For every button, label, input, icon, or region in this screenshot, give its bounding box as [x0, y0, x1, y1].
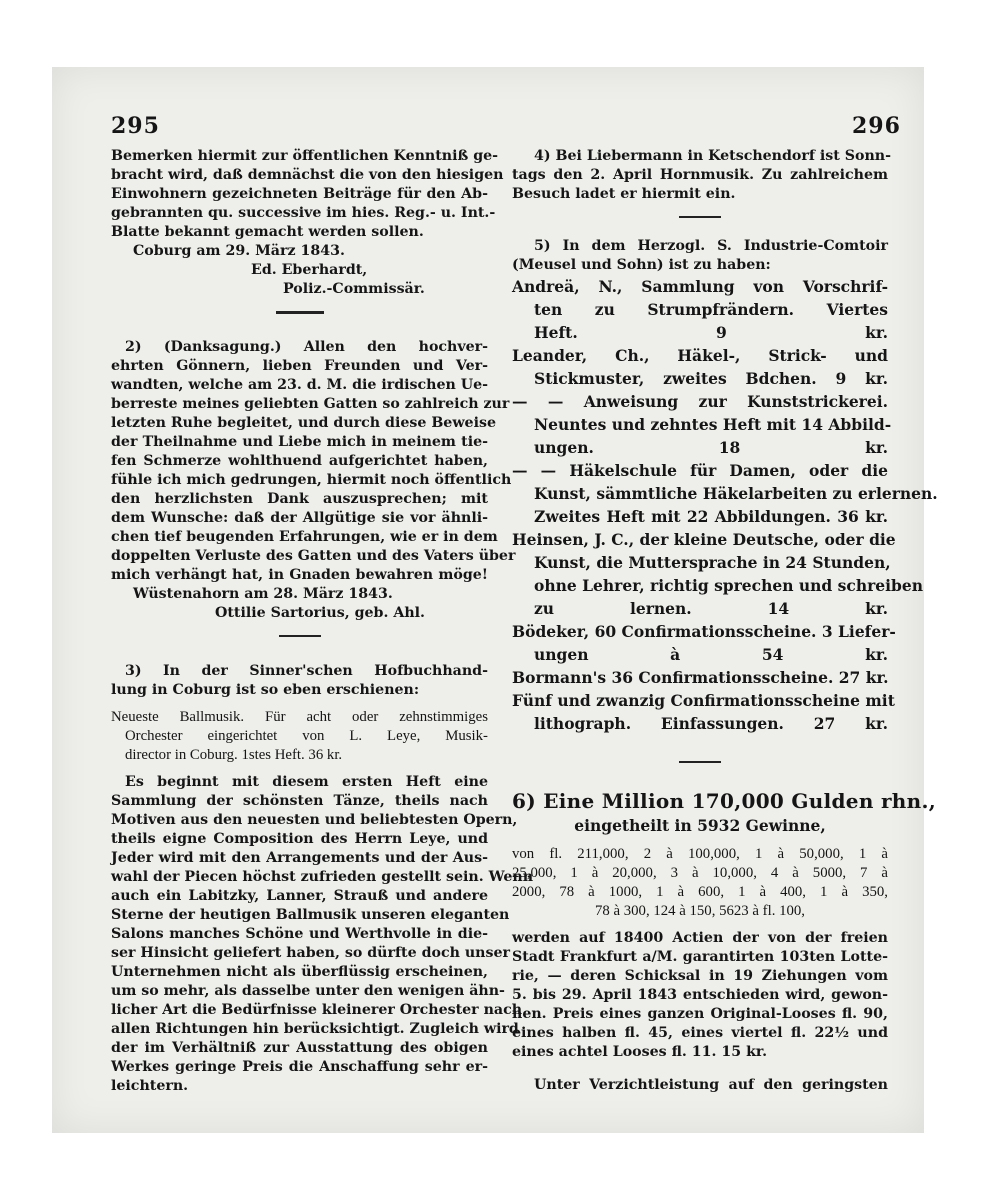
text-line: 2) (Danksagung.) Allen den hochver- — [125, 339, 488, 355]
book-list-line: Leander, Ch., Häkel-, Strick- und — [512, 346, 888, 365]
notice-date: Coburg am 29. März 1843. — [133, 243, 345, 259]
text-line: Es beginnt mit diesem ersten Heft eine — [125, 774, 488, 790]
text-line: Unter Verzichtleistung auf den geringsten — [534, 1077, 888, 1093]
spacer — [111, 648, 488, 662]
text-line: licher Art die Bedürfnisse kleinerer Orchester nach — [111, 1002, 523, 1018]
notice-date: Wüstenahorn am 28. März 1843. — [133, 586, 393, 602]
text-line: Sammlung der schönsten Tänze, theils nach — [111, 793, 488, 809]
text-line: ser Hinsicht geliefert haben, so dürfte doch unser — [111, 945, 510, 961]
notice-signer: Ottilie Sartorius, geb. Ahl. — [215, 605, 425, 621]
book-title-line: Neueste Ballmusik. Für acht oder zehnstimmiges — [111, 709, 488, 725]
text-line: Besuch ladet er hiermit ein. — [512, 186, 736, 202]
text-line: berreste meines geliebten Gatten so zahlreich zur — [111, 396, 510, 412]
notice-3 — [111, 662, 534, 1096]
notice-5 — [512, 237, 938, 735]
section-divider — [111, 299, 488, 324]
text-line: leichtern. — [111, 1078, 189, 1094]
book-list-line: ungen à 54 kr. — [534, 645, 888, 664]
book-list-line: ungen. 18 kr. — [534, 438, 888, 457]
lottery-subheadline: eingetheilt in 5932 Gewinne, — [574, 816, 826, 835]
text-line: 3) In der Sinner'schen Hofbuchhand- — [125, 663, 488, 679]
text-line: Sterne der heutigen Ballmusik unseren eleganten — [111, 907, 510, 923]
book-list-line: — — Anweisung zur Kunststrickerei. — [512, 392, 888, 411]
book-list-line: Heft. 9 kr. — [534, 323, 888, 342]
spacer — [111, 700, 488, 708]
page-number-left: 295 — [111, 113, 160, 139]
prize-line: 2000, 78 à 1000, 1 à 600, 1 à 400, 1 à 350, — [512, 884, 888, 900]
book-list-line: Kunst, sämmtliche Häkelarbeiten zu erlernen. — [534, 484, 938, 503]
text-line: 4) Bei Liebermann in Ketschendorf ist Sonn- — [534, 148, 891, 164]
text-line: Motiven aus den neuesten und beliebtesten Opern, — [111, 812, 518, 828]
notice-signer: Ed. Eberhardt, — [251, 262, 368, 278]
book-title-line: director in Coburg. 1stes Heft. 36 kr. — [125, 747, 343, 763]
book-list-line: zu lernen. 14 kr. — [534, 599, 888, 618]
book-list-line: Bormann's 36 Confirmationsscheine. 27 kr. — [512, 668, 889, 687]
book-list-line: Bödeker, 60 Confirmationsscheine. 3 Liefer- — [512, 622, 896, 641]
book-list-line: Stickmuster, zweites Bdchen. 9 kr. — [534, 369, 888, 388]
book-list-line: Kunst, die Muttersprache in 24 Stunden, — [534, 553, 891, 572]
text-line: fühle ich mich gedrungen, hiermit noch öffentlich — [111, 472, 512, 488]
section-divider — [111, 623, 488, 648]
book-list-line: Fünf und zwanzig Confirmationsscheine mit — [512, 691, 895, 710]
text-line: nen. Preis eines ganzen Original-Looses fl. 90, — [512, 1006, 888, 1022]
spacer — [512, 774, 888, 788]
text-line: rie, — deren Schicksal in 19 Ziehungen vom — [512, 968, 888, 984]
text-line: Salons manches Schöne und Werthvolle in die- — [111, 926, 488, 942]
text-line: wahl der Piecen höchst zufrieden gestellt sein. Wenn — [111, 869, 534, 885]
text-line: theils eigne Composition des Herrn Leye, und — [111, 831, 488, 847]
text-line: allen Richtungen hin berücksichtigt. Zugleich wird — [111, 1021, 519, 1037]
text-line: wandten, welche am 23. d. M. die irdischen Ue- — [111, 377, 489, 393]
book-list — [512, 275, 938, 735]
spacer — [512, 229, 888, 237]
spacer — [512, 837, 888, 845]
text-line: mich verhängt hat, in Gnaden bewahren möge! — [111, 567, 488, 583]
book-list-line: Neuntes und zehntes Heft mit 14 Abbild- — [534, 415, 892, 434]
text-line: gebrannten qu. successive im hies. Reg.- u. Int.- — [111, 205, 496, 221]
spacer — [512, 1062, 888, 1076]
text-line: werden auf 18400 Actien der von der freien — [512, 930, 888, 946]
notice-4 — [512, 147, 891, 204]
spacer — [111, 324, 488, 338]
text-line: Einwohnern gezeichneten Beiträge für den Ab- — [111, 186, 488, 202]
text-line: ehrten Gönnern, lieben Freunden und Ver- — [111, 358, 488, 374]
right-column — [512, 147, 938, 1095]
text-line: Werkes geringe Preis die Anschaffung sehr er- — [111, 1059, 488, 1075]
text-line: Blatte bekannt gemacht werden sollen. — [111, 224, 424, 240]
spacer — [512, 921, 888, 929]
text-line: 5) In dem Herzogl. S. Industrie-Comtoir — [534, 238, 888, 254]
spacer — [512, 735, 888, 749]
book-list-line: — — Häkelschule für Damen, oder die — [512, 461, 888, 480]
text-line: tags den 2. April Hornmusik. Zu zahlreichem — [512, 167, 888, 183]
spacer — [111, 765, 488, 773]
text-line: auch ein Labitzky, Lanner, Strauß und andere — [111, 888, 488, 904]
notice-signer-title: Poliz.-Commissär. — [283, 281, 425, 297]
text-line: (Meusel und Sohn) ist zu haben: — [512, 257, 771, 273]
text-line: der im Verhältniß zur Ausstattung des obigen — [111, 1040, 488, 1056]
text-line: eines halben fl. 45, eines viertel fl. 22½ und — [512, 1025, 888, 1041]
book-list-line: ten zu Strumpfrändern. Viertes — [534, 300, 888, 319]
book-list-line: lithograph. Einfassungen. 27 kr. — [534, 714, 888, 733]
text-line: Unternehmen nicht als überflüssig erscheinen, — [111, 964, 488, 980]
text-line: Jeder wird mit den Arrangements und der Aus- — [111, 850, 488, 866]
text-line: der Theilnahme und Liebe mich in meinem tie- — [111, 434, 488, 450]
text-line: fen Schmerze wohlthuend aufgerichtet haben, — [111, 453, 488, 469]
section-divider — [512, 749, 888, 774]
lottery-headline: 6) Eine Million 170,000 Gulden rhn., — [512, 789, 936, 813]
text-line: den herzlichsten Dank auszusprechen; mit — [111, 491, 488, 507]
text-line: chen tief beugenden Erfahrungen, wie er in dem — [111, 529, 498, 545]
book-list-line: Zweites Heft mit 22 Abbildungen. 36 kr. — [534, 507, 888, 526]
text-line: 5. bis 29. April 1843 entschieden wird, gewon- — [512, 987, 888, 1003]
text-line: dem Wunsche: daß der Allgütige sie vor ähnli- — [111, 510, 488, 526]
notice-1 — [111, 147, 504, 299]
notice-6 — [512, 788, 936, 1095]
book-list-line: Andreä, N., Sammlung von Vorschrif- — [512, 277, 888, 296]
text-line: eines achtel Looses fl. 11. 15 kr. — [512, 1044, 768, 1060]
text-line: lung in Coburg ist so eben erschienen: — [111, 682, 420, 698]
book-list-line: Heinsen, J. C., der kleine Deutsche, oder die — [512, 530, 896, 549]
prize-line: 25,000, 1 à 20,000, 3 à 10,000, 4 à 5000, 7 à — [512, 865, 888, 881]
notice-2 — [111, 338, 516, 623]
book-list-line: ohne Lehrer, richtig sprechen und schreiben — [534, 576, 923, 595]
text-line: letzten Ruhe begleitet, und durch diese Beweise — [111, 415, 496, 431]
left-column — [111, 147, 534, 1096]
text-line: Stadt Frankfurt a/M. garantirten 103ten Lotte- — [512, 949, 888, 965]
prize-line: 78 à 300, 124 à 150, 5623 à fl. 100, — [594, 903, 805, 919]
text-line: Bemerken hiermit zur öffentlichen Kenntniß ge- — [111, 148, 499, 164]
text-line: doppelten Verluste des Gatten und des Vaters über — [111, 548, 516, 564]
page-number-right: 296 — [852, 113, 901, 139]
text-line: bracht wird, daß demnächst die von den hiesigen — [111, 167, 504, 183]
book-title-line: Orchester eingerichtet von L. Leye, Musik- — [125, 728, 488, 744]
prize-line: von fl. 211,000, 2 à 100,000, 1 à 50,000, 1 à — [512, 846, 888, 862]
section-divider — [512, 204, 888, 229]
text-line: um so mehr, als dasselbe unter den wenigen ähn- — [111, 983, 505, 999]
